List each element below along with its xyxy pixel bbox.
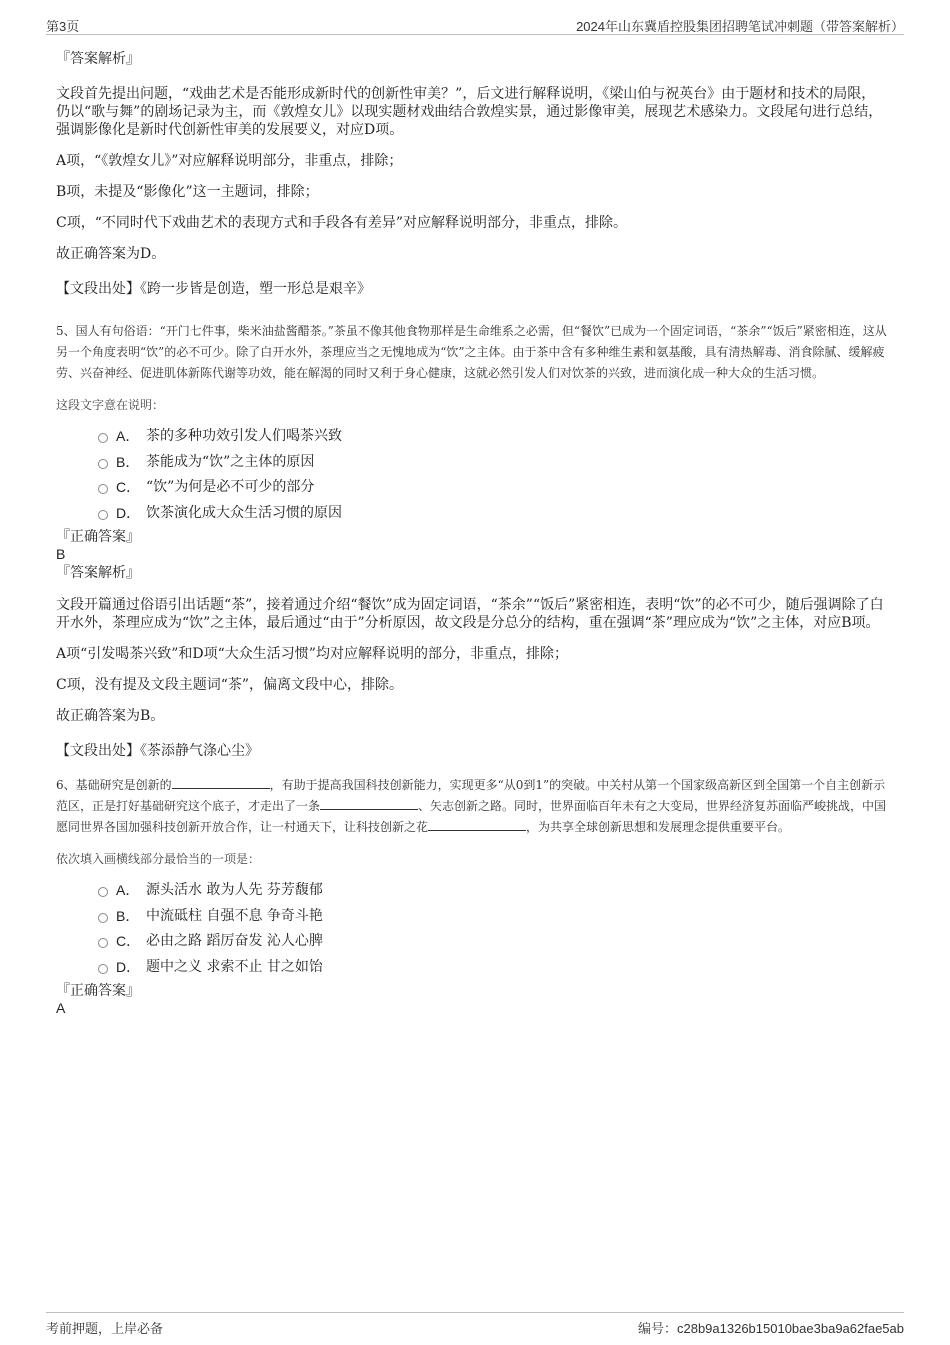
q4-analysis-p4: C项，“不同时代下戏曲艺术的表现方式和手段各有差异”对应解释说明部分，非重点，排除。: [56, 215, 628, 231]
q6-prompt: 依次填入画横线部分最恰当的一项是：: [56, 852, 261, 866]
radio-button[interactable]: [98, 510, 108, 520]
radio-button[interactable]: [98, 913, 108, 923]
q4-analysis-p3: B项，未提及“影像化”这一主题词，排除；: [56, 184, 319, 200]
fill-blank-1: [172, 775, 270, 789]
radio-button[interactable]: [98, 887, 108, 897]
fill-blank-2: [320, 796, 418, 810]
option-text: 茶的多种功效引发人们喝茶兴致: [146, 428, 342, 444]
q6-stem-part-4: ，为共享全球创新思想和发展理念提供重要平台。: [526, 820, 791, 834]
q5-option-d[interactable]: [56, 503, 888, 529]
q5-answer: B: [56, 546, 66, 562]
radio-button[interactable]: [98, 964, 108, 974]
page-header: [46, 14, 904, 35]
option-letter: B．: [116, 907, 140, 924]
q6-stem: [56, 775, 888, 838]
option-text: 中流砥柱 自强不息 争奇斗艳: [146, 907, 323, 924]
q4-analysis-p1: 文段首先提出问题，“戏曲艺术是否能形成新时代的创新性审美？”，后文进行解释说明，《梁山伯与祝英台》由于题材和技术的局限，仍以“歌与舞”的剧场记录为主，而《敦煌女儿》以现实题材戏曲结合敦煌实景，通过影像审美，展现艺术感染力。文段尾句进行总结，强调影像化是新时代创新性审美的发展要义，对应D项。: [56, 86, 883, 138]
q5-answer-label: 『正确答案』: [56, 529, 140, 545]
option-letter: C．: [116, 933, 141, 949]
footer-slogan: 考前押题，上岸必备: [46, 1321, 164, 1336]
q5-analysis-p2: A项“引发喝茶兴致”和D项“大众生活习惯”均对应解释说明的部分，非重点，排除；: [56, 646, 568, 662]
document-title: 2024年山东冀盾控股集团招聘笔试冲刺题（带答案解析）: [576, 19, 904, 34]
q4-source: 【文段出处】《跨一步皆是创造，塑一形总是艰辛》: [56, 281, 371, 297]
radio-button[interactable]: [98, 459, 108, 469]
q6-option-c[interactable]: [56, 931, 888, 957]
q6-stem-part-3: 、矢志创新之路。同时，世界面临百年未有之大变局，世界经济复苏面临严峻挑战，中国愿同世界各国加强科技创新开放合作，让一村通天下，让科技创新之花: [56, 799, 887, 834]
q4-analysis-label: 『答案解析』: [56, 51, 140, 67]
radio-button[interactable]: [98, 938, 108, 948]
q5-option-b[interactable]: [56, 452, 888, 478]
q5-analysis-label: 『答案解析』: [56, 565, 140, 581]
q5-stem: 5、国人有句俗语：“开门七件事，柴米油盐酱醋茶。”茶虽不像其他食物那样是生命维系之必需，但“餐饮”已成为一个固定词语，“茶余”“饭后”紧密相连，这从另一个角度表明“饮”的必不可少。除了白开水外，茶理应当之无愧地成为“饮”之主体。由于茶中含有多种维生素和氨基酸，具有清热解毒、消食除腻、缓解疲劳、兴奋神经、促进肌体新陈代谢等功效，能在解渴的同时又利于身心健康，这就必然引发人们对饮茶的兴致，进而演化成一种大众的生活习惯。: [56, 324, 887, 380]
option-text: 题中之义 求索不止 甘之如饴: [146, 958, 323, 975]
option-letter: A．: [116, 428, 140, 444]
fill-blank-3: [428, 817, 526, 831]
q4-analysis-p2: A项，“《敦煌女儿》”对应解释说明部分，非重点，排除；: [56, 153, 403, 169]
q5-analysis-p4: 故正确答案为B。: [56, 708, 165, 724]
option-text: 饮茶演化成大众生活习惯的原因: [146, 504, 342, 521]
page-content: [56, 46, 888, 1017]
q6-stem-part-1: 6、基础研究是创新的: [56, 778, 172, 792]
q6-answer: A: [56, 1000, 66, 1016]
q5-option-c[interactable]: [56, 477, 888, 503]
option-letter: D．: [116, 958, 141, 975]
q6-option-a[interactable]: [56, 880, 888, 906]
option-letter: B．: [116, 453, 140, 470]
option-text: 茶能成为“饮”之主体的原因: [146, 453, 315, 470]
q4-analysis-p5: 故正确答案为D。: [56, 246, 166, 262]
option-letter: D．: [116, 504, 141, 521]
q6-option-b[interactable]: [56, 906, 888, 932]
option-letter: A．: [116, 882, 140, 898]
q5-source: 【文段出处】《茶添静气涤心尘》: [56, 743, 259, 759]
q6-option-d[interactable]: [56, 957, 888, 983]
option-text: “饮”为何是必不可少的部分: [146, 479, 315, 495]
q6-stem-part-2: ，有助于提高我国科技创新能力，实现更多“从0到1”的突破。中关村从第一个国家级高新区到全国第一个自主创新示范区，正是打好基础研究这个底子，才走出了一条: [56, 778, 886, 813]
document-serial: 编号：c28b9a1326b15010bae3ba9a62fae5ab: [637, 1321, 904, 1336]
radio-button[interactable]: [98, 433, 108, 443]
q5-analysis-p1: 文段开篇通过俗语引出话题“茶”，接着通过介绍“餐饮”成为固定词语，“茶余”“饭后”紧密相连，表明“饮”的必不可少，随后强调除了白开水外，茶理应成为“饮”之主体，最后通过“由于”分析原因，故文段是分总分的结构，重在强调“茶”理应成为“饮”之主体，对应B项。: [56, 597, 884, 631]
q5-options: [56, 426, 888, 528]
option-text: 源头活水 敢为人先 芬芳馥郁: [146, 882, 323, 898]
q5-option-a[interactable]: [56, 426, 888, 452]
q6-options: [56, 880, 888, 982]
option-text: 必由之路 蹈厉奋发 沁人心脾: [146, 933, 323, 949]
page-number: 第3页: [46, 19, 80, 34]
q5-prompt: 这段文字意在说明：: [56, 398, 165, 412]
q5-analysis-p3: C项，没有提及文段主题词“茶”，偏离文段中心，排除。: [56, 677, 404, 693]
option-letter: C．: [116, 479, 141, 495]
radio-button[interactable]: [98, 484, 108, 494]
page-footer: [46, 1312, 904, 1335]
q6-answer-label: 『正确答案』: [56, 983, 140, 999]
